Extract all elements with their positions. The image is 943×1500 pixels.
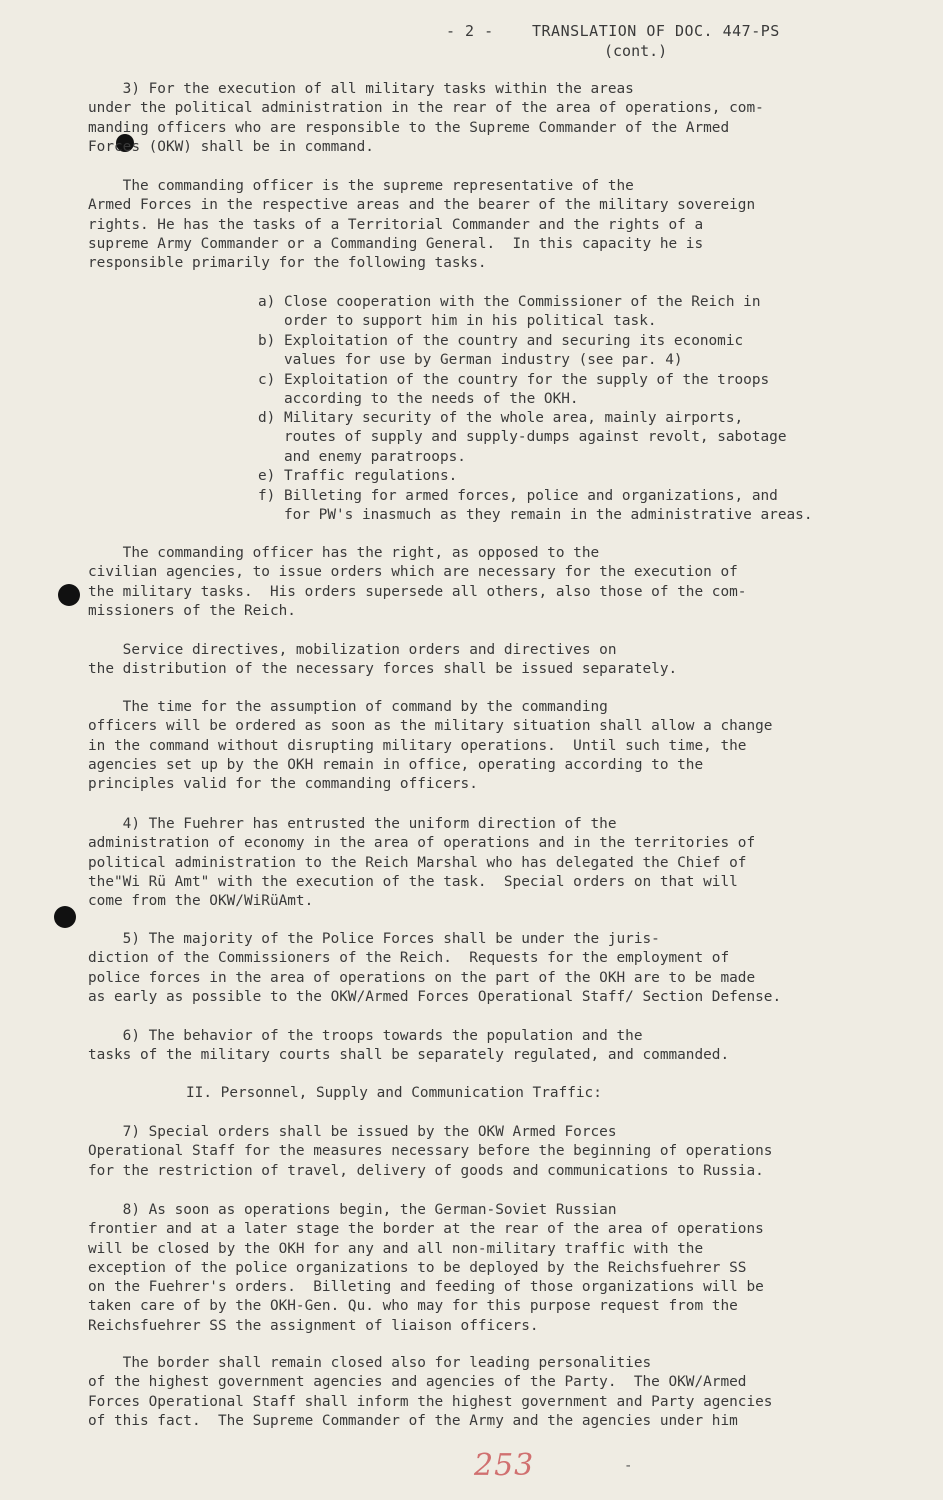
paragraph-5: 5) The majority of the Police Forces shall be under the juris- diction of the Commissioners of the Reich. Requests for the employment of police forces in the area of operations on the part of the OKH are to be made as early as possible to the OKW/Armed Forces Operational Staff/ Section Defense. bbox=[88, 931, 782, 1005]
paragraph-assumption-of-command: The time for the assumption of command by the commanding officers will be ordered as soon as the military situation shall allow a change in the command without disrupting military operations. Until such time, the agencies set up by the OKH remain in office, operating according to the principles valid for the commanding officers. bbox=[88, 699, 773, 793]
task-a: a) Close cooperation with the Commissioner of the Reich in order to support him in his political task. bbox=[258, 294, 761, 330]
paragraph-border-closed: The border shall remain closed also for leading personalities of the highest government agencies and agencies of the Party. The OKW/Armed Forces Operational Staff shall inform the highest government and Party agencies of this fact. The Supreme Commander of the Army and the agencies under him bbox=[88, 1355, 773, 1429]
paragraph-3-commanding-officer: The commanding officer is the supreme representative of the Armed Forces in the respective areas and the bearer of the military sovereign rights. He has the tasks of a Territorial Commander and the rights of a supreme Army Commander or a Commanding General. In this capacity he is responsible primarily for the following tasks. bbox=[88, 178, 756, 272]
paragraph-8: 8) As soon as operations begin, the German-Soviet Russian frontier and at a later stage the border at the rear of the area of operations will be closed by the OKH for any and all non-military traffic with the exception of the police organizations to be deployed by the Reichsfuehrer SS on the Fuehrer's orders. Billeting and feeding of those organizations will be taken care of by the OKH-Gen. Qu. who may for this purpose request from the Reichsfuehrer SS the assignment of liaison officers. bbox=[88, 1202, 764, 1334]
hole-punch-mark bbox=[54, 906, 76, 928]
task-b: b) Exploitation of the country and securing its economic values for use by German industry (see par. 4) bbox=[258, 333, 744, 369]
page-stamp-number: 253 bbox=[474, 1448, 535, 1483]
document-title: TRANSLATION OF DOC. 447-PS bbox=[532, 22, 780, 40]
paragraph-4: 4) The Fuehrer has entrusted the uniform direction of the administration of economy in the area of operations and in the territories of political administration to the Reich Marshal who has delegated the Chief of the"Wi Rü Amt" with the execution of the task. Special orders on that will come from the OKW/WiRüAmt. bbox=[88, 816, 756, 910]
paragraph-service-directives: Service directives, mobilization orders and directives on the distribution of the necessary forces shall be issued separately. bbox=[88, 642, 678, 678]
page-number: - 2 - bbox=[446, 22, 494, 40]
paragraph-3: 3) For the execution of all military tasks within the areas under the political administration in the rear of the area of operations, com- manding officers who are responsible to the Supreme Commander of the Armed Forces (OKW) shall be in command. bbox=[88, 81, 764, 155]
task-e: e) Traffic regulations. bbox=[258, 468, 458, 484]
hole-punch-mark bbox=[58, 584, 80, 606]
section-heading-ii: II. Personnel, Supply and Communication Traffic: bbox=[186, 1085, 602, 1101]
task-f: f) Billeting for armed forces, police and organizations, and for PW's inasmuch as they remain in the administrative areas. bbox=[258, 488, 813, 524]
continued-label: (cont.) bbox=[604, 42, 668, 60]
paragraph-6: 6) The behavior of the troops towards the population and the tasks of the military courts shall be separately regulated, and commanded. bbox=[88, 1028, 730, 1064]
task-c: c) Exploitation of the country for the supply of the troops according to the needs of the OKH. bbox=[258, 372, 770, 408]
task-d: d) Military security of the whole area, mainly airports, routes of supply and supply-dumps against revolt, sabotage and enemy paratroops. bbox=[258, 410, 787, 465]
paragraph-7: 7) Special orders shall be issued by the OKW Armed Forces Operational Staff for the measures necessary before the beginning of operations for the restriction of travel, delivery of goods and communications to Russia. bbox=[88, 1124, 773, 1179]
paragraph-commanding-rights: The commanding officer has the right, as opposed to the civilian agencies, to issue orders which are necessary for the execution of the military tasks. His orders supersede all others, also those of the com- missioners of the Reich. bbox=[88, 545, 747, 619]
footer-mark: - bbox=[624, 1458, 633, 1474]
